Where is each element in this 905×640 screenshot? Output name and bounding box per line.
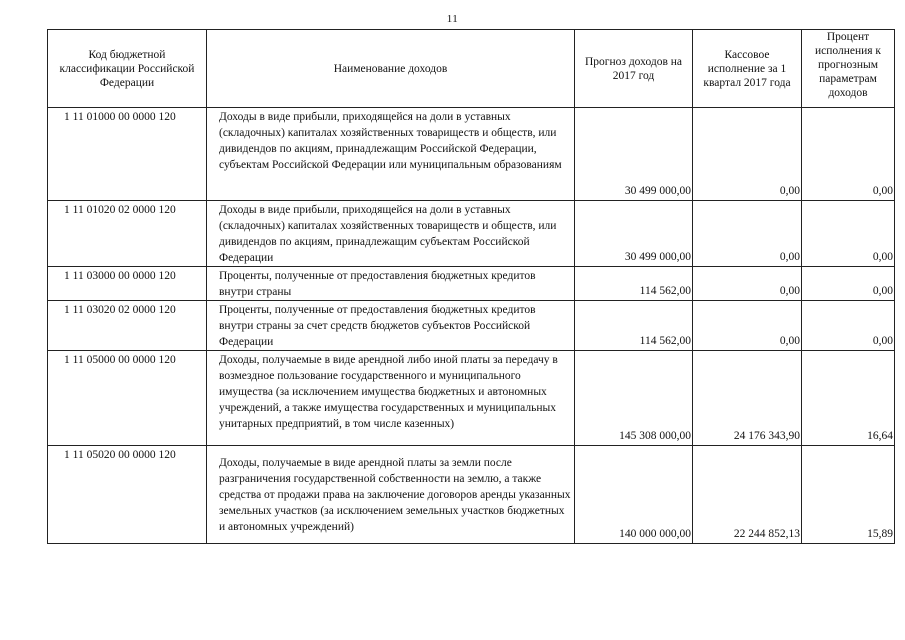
cell-name [207,446,575,544]
cell-executed: 0,00 [693,201,802,267]
cell-percent: 0,00 [802,267,895,301]
table-row [48,446,895,544]
cell-forecast: 114 562,00 [575,267,693,301]
cell-forecast: 114 562,00 [575,301,693,351]
cell-executed: 0,00 [693,267,802,301]
page-number: 11 [446,13,459,25]
cell-code: 1 11 05000 00 0000 120 [48,351,207,446]
cell-code: 1 11 03000 00 0000 120 [48,267,207,301]
cell-name-text: Проценты, полученные от предоставления бюджетных кредитов внутри страны за счет средств бюджетов субъектов Российской Федерации [219,304,536,348]
cell-percent: 0,00 [802,201,895,267]
cell-percent: 15,89 [802,446,895,544]
cell-forecast: 30 499 000,00 [575,108,693,201]
header-name: Наименование доходов [207,30,575,108]
header-percent: Процент исполнения к прогнозным параметрам доходов [802,30,895,108]
cell-name-text: Доходы, получаемые в виде арендной платы за земли после разграничения государственной собственности на землю, а также средства от продажи права на заключение договоров аренды указанных земельных участков (за исключением земельных участков бюджетных и автономных учреждений) [219,457,571,533]
cell-executed: 22 244 852,13 [693,446,802,544]
table-row [48,301,895,351]
cell-code: 1 11 01000 00 0000 120 [48,108,207,201]
table-row [48,108,895,201]
cell-name [207,108,575,201]
cell-name-text: Проценты, полученные от предоставления бюджетных кредитов внутри страны [219,270,536,298]
cell-executed: 0,00 [693,108,802,201]
cell-forecast: 140 000 000,00 [575,446,693,544]
header-code: Код бюджетной классификации Российской Федерации [48,30,207,108]
cell-name [207,267,575,301]
cell-percent: 16,64 [802,351,895,446]
cell-name-text: Доходы в виде прибыли, приходящейся на доли в уставных (складочных) капиталах хозяйственных товариществ и обществ, или дивидендов по акциям, принадлежащим Российской Федерации, субъектам Российской Федерации или муниципальным образованиям [219,111,562,171]
table-row [48,267,895,301]
cell-code: 1 11 05020 00 0000 120 [48,446,207,544]
cell-executed: 24 176 343,90 [693,351,802,446]
table-row [48,201,895,267]
header-executed: Кассовое исполнение за 1 квартал 2017 года [693,30,802,108]
cell-name [207,351,575,446]
table-row [48,351,895,446]
revenue-table [47,29,895,544]
cell-name [207,201,575,267]
cell-executed: 0,00 [693,301,802,351]
cell-forecast: 30 499 000,00 [575,201,693,267]
cell-name [207,301,575,351]
cell-code: 1 11 01020 02 0000 120 [48,201,207,267]
header-forecast: Прогноз доходов на 2017 год [575,30,693,108]
header-row [48,30,895,108]
cell-code: 1 11 03020 02 0000 120 [48,301,207,351]
cell-name-text: Доходы в виде прибыли, приходящейся на доли в уставных (складочных) капиталах хозяйственных товариществ и обществ, или дивидендов по акциям, принадлежащим субъектам Российской Федерации [219,204,557,264]
cell-percent: 0,00 [802,108,895,201]
cell-name-text: Доходы, получаемые в виде арендной либо иной платы за передачу в возмездное пользование государственного и муниципального имущества (за исключением имущества бюджетных и автономных учреждений, а также имущества государственных и муниципальных унитарных предприятий, в том числе казенных) [219,354,558,430]
cell-forecast: 145 308 000,00 [575,351,693,446]
cell-percent: 0,00 [802,301,895,351]
